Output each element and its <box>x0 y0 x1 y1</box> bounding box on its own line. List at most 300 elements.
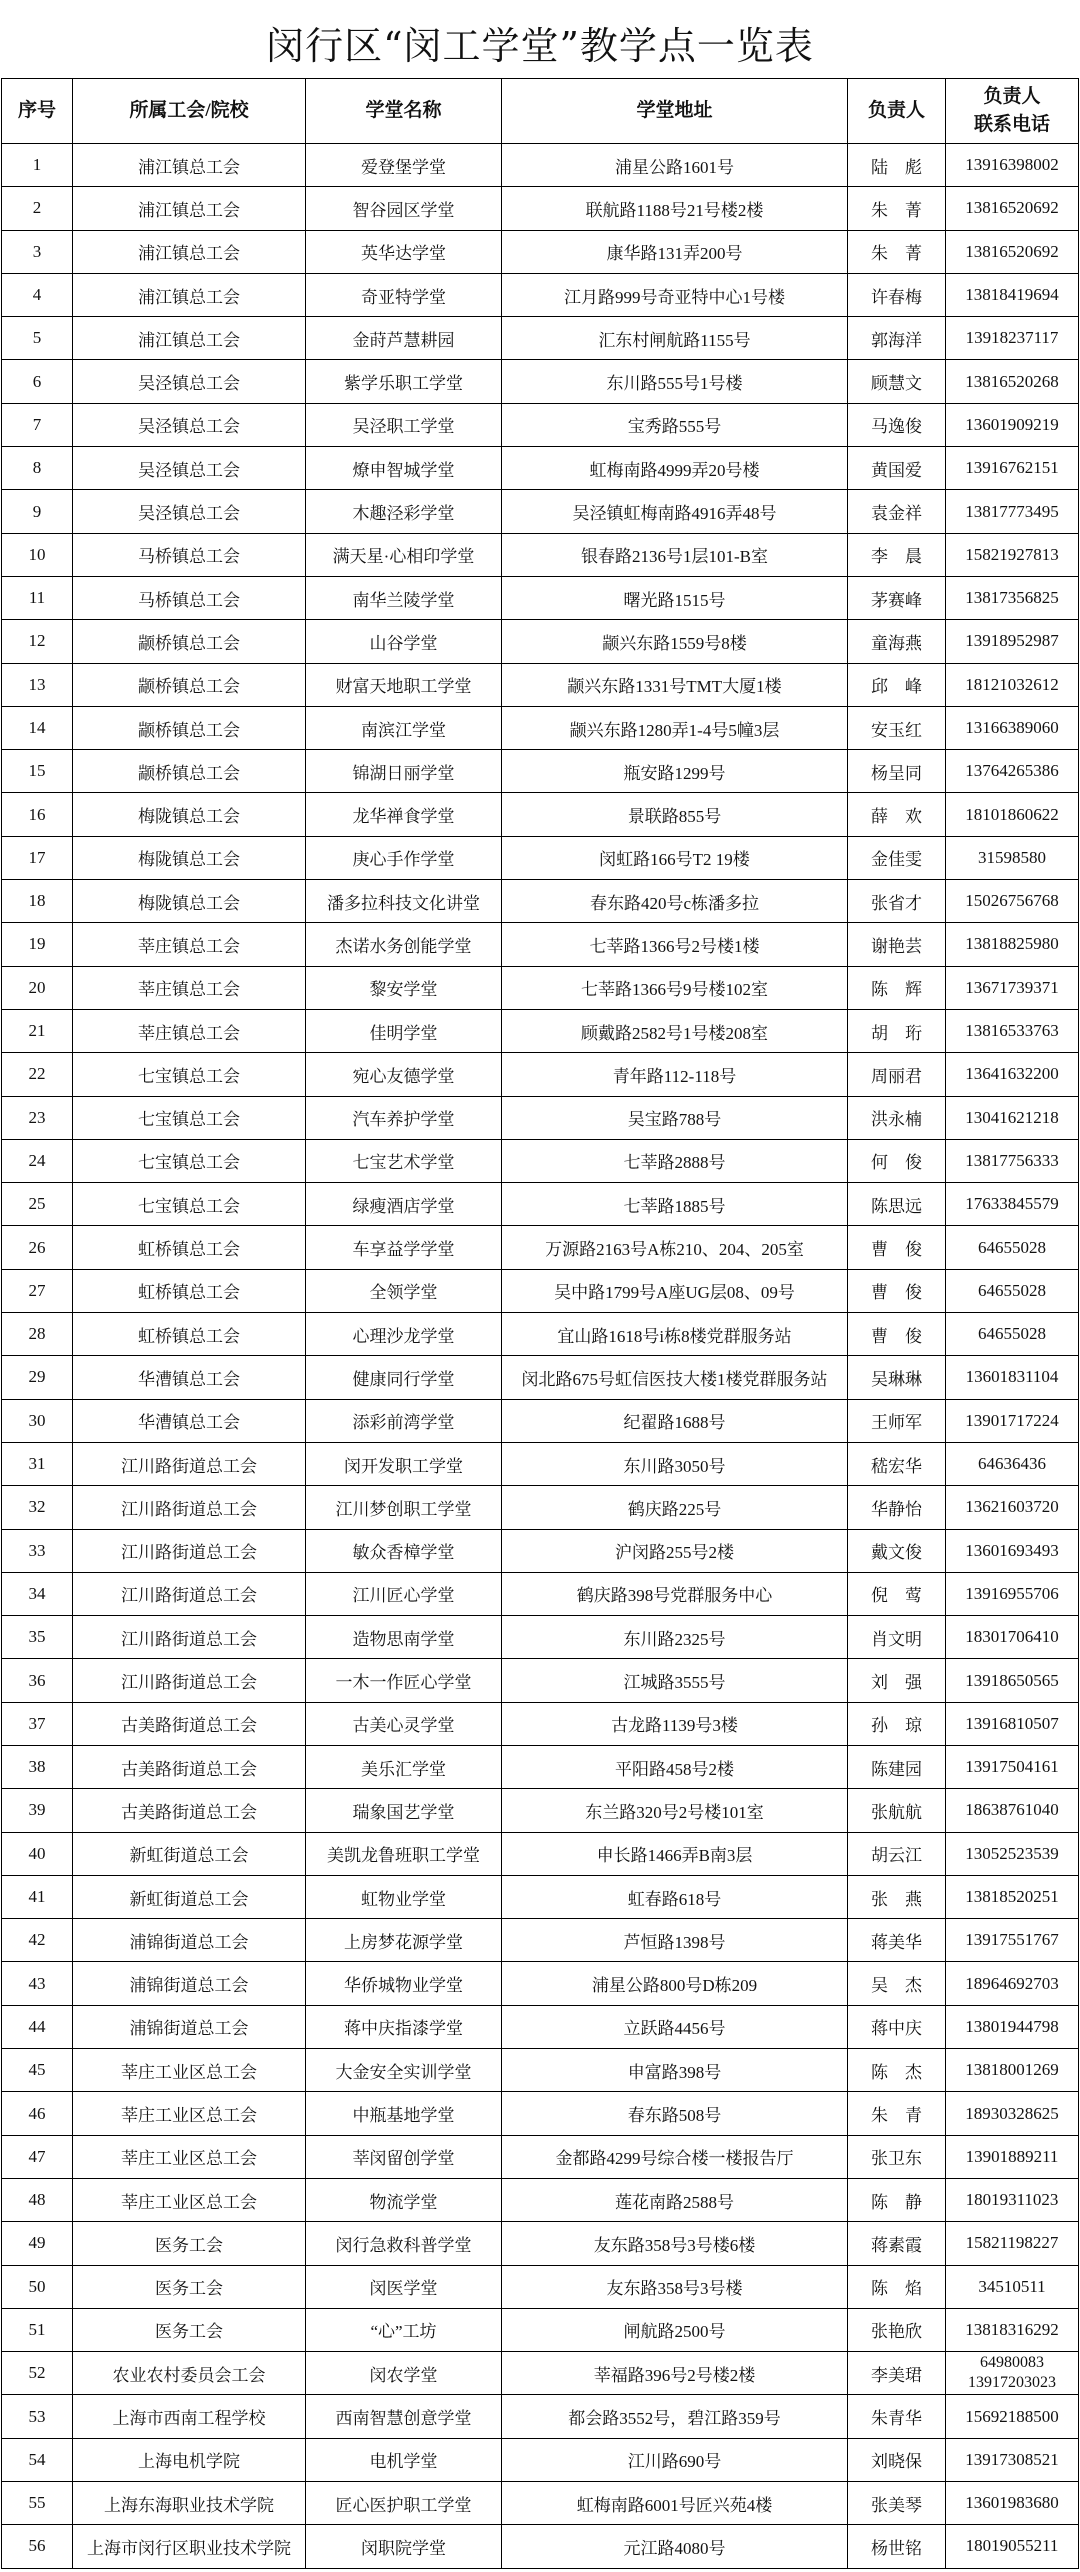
cell-contact-person: 曹 俊 <box>848 1313 946 1356</box>
cell-index: 40 <box>2 1833 73 1876</box>
table-row <box>2 1746 1079 1789</box>
cell-school-name: 闵农学堂 <box>306 2352 502 2395</box>
cell-contact-phone <box>946 2352 1079 2395</box>
cell-contact-person: 蒋素霞 <box>848 2222 946 2265</box>
cell-address: 七莘路1366号2号楼1楼 <box>502 923 848 966</box>
cell-school-name: 车享益学学堂 <box>306 1226 502 1269</box>
cell-contact-person: 黄国爱 <box>848 447 946 490</box>
cell-address: 虹梅南路4999弄20号楼 <box>502 447 848 490</box>
cell-school-name: 敏众香樟学堂 <box>306 1530 502 1573</box>
cell-address: 东川路555号1号楼 <box>502 360 848 403</box>
cell-address: 元江路4080号 <box>502 2525 848 2568</box>
cell-contact-person: 周丽君 <box>848 1053 946 1096</box>
table-row <box>2 231 1079 274</box>
cell-address: 莲花南路2588号 <box>502 2179 848 2222</box>
header-school-name: 学堂名称 <box>306 79 502 144</box>
cell-union: 吴泾镇总工会 <box>73 360 306 403</box>
cell-address: 青年路112-118号 <box>502 1053 848 1096</box>
cell-contact-phone: 18930328625 <box>946 2092 1079 2135</box>
cell-school-name: 闵职院学堂 <box>306 2525 502 2568</box>
cell-address: 平阳路458号2楼 <box>502 1746 848 1789</box>
table-row <box>2 837 1079 880</box>
header-contact-phone <box>946 79 1079 144</box>
cell-contact-phone: 13901889211 <box>946 2136 1079 2179</box>
cell-index: 11 <box>2 577 73 620</box>
cell-school-name: 汽车养护学堂 <box>306 1097 502 1140</box>
cell-contact-person: 马逸俊 <box>848 404 946 447</box>
cell-contact-person: 李美珺 <box>848 2352 946 2395</box>
cell-address: 芦恒路1398号 <box>502 1919 848 1962</box>
cell-contact-phone: 17633845579 <box>946 1183 1079 1226</box>
cell-union: 浦锦街道总工会 <box>73 1962 306 2005</box>
cell-contact-person: 袁金祥 <box>848 490 946 533</box>
cell-school-name: 金莳芦慧耕园 <box>306 317 502 360</box>
cell-address: 古龙路1139号3楼 <box>502 1703 848 1746</box>
cell-index: 4 <box>2 274 73 317</box>
cell-contact-phone: 13041621218 <box>946 1097 1079 1140</box>
cell-address: 申富路398号 <box>502 2049 848 2092</box>
cell-index: 43 <box>2 1962 73 2005</box>
cell-address: 万源路2163号A栋210、204、205室 <box>502 1226 848 1269</box>
table-row <box>2 1573 1079 1616</box>
cell-school-name: 智谷园区学堂 <box>306 187 502 230</box>
header-contact-person: 负责人 <box>848 79 946 144</box>
cell-union: 医务工会 <box>73 2266 306 2309</box>
cell-index: 9 <box>2 490 73 533</box>
cell-address: 友东路358号3号楼6楼 <box>502 2222 848 2265</box>
cell-index: 25 <box>2 1183 73 1226</box>
cell-union: 浦锦街道总工会 <box>73 2006 306 2049</box>
cell-school-name: 匠心医护职工学堂 <box>306 2482 502 2525</box>
cell-school-name: 上房梦花源学堂 <box>306 1919 502 1962</box>
cell-index: 31 <box>2 1443 73 1486</box>
cell-address: 鹤庆路225号 <box>502 1486 848 1529</box>
cell-contact-phone: 13818419694 <box>946 274 1079 317</box>
cell-contact-person: 蒋中庆 <box>848 2006 946 2049</box>
cell-contact-person: 杨世铭 <box>848 2525 946 2568</box>
cell-school-name: 闵开发职工学堂 <box>306 1443 502 1486</box>
cell-index: 26 <box>2 1226 73 1269</box>
cell-address: 江川路690号 <box>502 2439 848 2482</box>
cell-school-name: 山谷学堂 <box>306 620 502 663</box>
cell-school-name: 英华达学堂 <box>306 231 502 274</box>
table-row <box>2 2482 1079 2525</box>
table-row <box>2 1530 1079 1573</box>
cell-index: 36 <box>2 1659 73 1702</box>
table-row <box>2 187 1079 230</box>
cell-contact-person: 陈思远 <box>848 1183 946 1226</box>
cell-index: 56 <box>2 2525 73 2568</box>
cell-index: 33 <box>2 1530 73 1573</box>
cell-contact-phone: 64655028 <box>946 1226 1079 1269</box>
cell-address: 瓶安路1299号 <box>502 750 848 793</box>
cell-index: 53 <box>2 2395 73 2438</box>
table-row <box>2 880 1079 923</box>
cell-school-name: 宛心友德学堂 <box>306 1053 502 1096</box>
cell-address: 浦星公路800号D栋209 <box>502 1962 848 2005</box>
cell-index: 6 <box>2 360 73 403</box>
cell-contact-person: 胡云江 <box>848 1833 946 1876</box>
cell-contact-person: 郭海洋 <box>848 317 946 360</box>
cell-address: 闵北路675号虹信医技大楼1楼党群服务站 <box>502 1356 848 1399</box>
table-row <box>2 1400 1079 1443</box>
table-row <box>2 2179 1079 2222</box>
cell-contact-phone: 15821927813 <box>946 534 1079 577</box>
cell-index: 27 <box>2 1270 73 1313</box>
cell-school-name: 华侨城物业学堂 <box>306 1962 502 2005</box>
cell-address: 七莘路1366号9号楼102室 <box>502 967 848 1010</box>
cell-index: 17 <box>2 837 73 880</box>
cell-index: 48 <box>2 2179 73 2222</box>
cell-index: 22 <box>2 1053 73 1096</box>
cell-index: 28 <box>2 1313 73 1356</box>
cell-school-name: 庚心手作学堂 <box>306 837 502 880</box>
cell-union: 马桥镇总工会 <box>73 577 306 620</box>
cell-index: 47 <box>2 2136 73 2179</box>
cell-school-name: 造物思南学堂 <box>306 1616 502 1659</box>
cell-contact-phone: 13801944798 <box>946 2006 1079 2049</box>
cell-contact-phone: 13916762151 <box>946 447 1079 490</box>
cell-contact-person: 安玉红 <box>848 707 946 750</box>
cell-index: 18 <box>2 880 73 923</box>
cell-school-name: 古美心灵学堂 <box>306 1703 502 1746</box>
cell-address: 景联路855号 <box>502 793 848 836</box>
cell-union: 莘庄镇总工会 <box>73 923 306 966</box>
cell-contact-person: 朱 菁 <box>848 187 946 230</box>
cell-index: 14 <box>2 707 73 750</box>
table-row <box>2 274 1079 317</box>
cell-contact-person: 陆 彪 <box>848 144 946 187</box>
cell-contact-person: 朱 青 <box>848 2092 946 2135</box>
cell-contact-phone: 13916398002 <box>946 144 1079 187</box>
header-address: 学堂地址 <box>502 79 848 144</box>
cell-address: 颛兴东路1280弄1-4号5幢3层 <box>502 707 848 750</box>
cell-union: 古美路街道总工会 <box>73 1703 306 1746</box>
cell-union: 颛桥镇总工会 <box>73 664 306 707</box>
cell-contact-person: 童海燕 <box>848 620 946 663</box>
table-header-row <box>2 79 1079 144</box>
cell-union: 江川路街道总工会 <box>73 1616 306 1659</box>
table-row <box>2 360 1079 403</box>
table-row <box>2 707 1079 750</box>
cell-index: 51 <box>2 2309 73 2352</box>
cell-index: 21 <box>2 1010 73 1053</box>
cell-union: 华漕镇总工会 <box>73 1400 306 1443</box>
cell-union: 莘庄工业区总工会 <box>73 2136 306 2179</box>
table-row <box>2 2006 1079 2049</box>
cell-address: 立跃路4456号 <box>502 2006 848 2049</box>
cell-contact-phone: 13764265386 <box>946 750 1079 793</box>
table-row <box>2 1140 1079 1183</box>
cell-contact-phone: 13621603720 <box>946 1486 1079 1529</box>
cell-address: 宜山路1618号i栋8楼党群服务站 <box>502 1313 848 1356</box>
cell-contact-person: 李 晨 <box>848 534 946 577</box>
header-index: 序号 <box>2 79 73 144</box>
cell-school-name: 一木一作匠心学堂 <box>306 1659 502 1702</box>
cell-index: 42 <box>2 1919 73 1962</box>
cell-contact-phone: 13818520251 <box>946 1876 1079 1919</box>
cell-contact-phone: 13166389060 <box>946 707 1079 750</box>
cell-union: 吴泾镇总工会 <box>73 490 306 533</box>
cell-school-name: 江川匠心学堂 <box>306 1573 502 1616</box>
cell-contact-phone: 13918952987 <box>946 620 1079 663</box>
table-row <box>2 1097 1079 1140</box>
cell-union: 江川路街道总工会 <box>73 1573 306 1616</box>
cell-contact-phone: 13917551767 <box>946 1919 1079 1962</box>
cell-union: 莘庄工业区总工会 <box>73 2092 306 2135</box>
cell-union: 江川路街道总工会 <box>73 1659 306 1702</box>
cell-contact-phone: 15821198227 <box>946 2222 1079 2265</box>
cell-contact-person: 陈建园 <box>848 1746 946 1789</box>
cell-contact-phone: 18964692703 <box>946 1962 1079 2005</box>
table-row <box>2 2266 1079 2309</box>
cell-union: 七宝镇总工会 <box>73 1053 306 1096</box>
cell-address: 东川路2325号 <box>502 1616 848 1659</box>
table-row <box>2 1703 1079 1746</box>
cell-address: 春东路508号 <box>502 2092 848 2135</box>
cell-contact-phone: 13818316292 <box>946 2309 1079 2352</box>
cell-index: 52 <box>2 2352 73 2395</box>
cell-index: 37 <box>2 1703 73 1746</box>
cell-union: 浦江镇总工会 <box>73 231 306 274</box>
cell-address: 莘福路396号2号楼2楼 <box>502 2352 848 2395</box>
cell-school-name: 添彩前湾学堂 <box>306 1400 502 1443</box>
cell-index: 13 <box>2 664 73 707</box>
cell-school-name: 中瓶基地学堂 <box>306 2092 502 2135</box>
cell-contact-phone: 13601831104 <box>946 1356 1079 1399</box>
cell-contact-person: 洪永楠 <box>848 1097 946 1140</box>
table-row <box>2 2136 1079 2179</box>
cell-union: 医务工会 <box>73 2222 306 2265</box>
cell-union: 浦锦街道总工会 <box>73 1919 306 1962</box>
cell-contact-person: 吴琳琳 <box>848 1356 946 1399</box>
cell-contact-person: 谢艳芸 <box>848 923 946 966</box>
cell-index: 12 <box>2 620 73 663</box>
cell-school-name: 南华兰陵学堂 <box>306 577 502 620</box>
table-row <box>2 1053 1079 1096</box>
cell-index: 41 <box>2 1876 73 1919</box>
cell-address: 春东路420号c栋潘多拉 <box>502 880 848 923</box>
cell-index: 30 <box>2 1400 73 1443</box>
cell-school-name: 杰诺水务创能学堂 <box>306 923 502 966</box>
table-row <box>2 404 1079 447</box>
cell-union: 江川路街道总工会 <box>73 1443 306 1486</box>
cell-contact-phone: 13916810507 <box>946 1703 1079 1746</box>
table-row <box>2 1270 1079 1313</box>
cell-union: 华漕镇总工会 <box>73 1356 306 1399</box>
cell-school-name: 潘多拉科技文化讲堂 <box>306 880 502 923</box>
table-row <box>2 2049 1079 2092</box>
cell-union: 新虹街道总工会 <box>73 1876 306 1919</box>
cell-address: 东川路3050号 <box>502 1443 848 1486</box>
cell-contact-person: 张航航 <box>848 1789 946 1832</box>
cell-union: 农业农村委员会工会 <box>73 2352 306 2395</box>
page-title: 闵行区“闵工学堂”教学点一览表 <box>266 23 814 68</box>
table-row <box>2 2439 1079 2482</box>
cell-union: 上海电机学院 <box>73 2439 306 2482</box>
cell-contact-person: 刘晓保 <box>848 2439 946 2482</box>
table-row <box>2 2092 1079 2135</box>
cell-index: 8 <box>2 447 73 490</box>
cell-contact-person: 茅赛峰 <box>848 577 946 620</box>
cell-index: 49 <box>2 2222 73 2265</box>
cell-union: 莘庄工业区总工会 <box>73 2179 306 2222</box>
cell-contact-person: 肖文明 <box>848 1616 946 1659</box>
cell-index: 38 <box>2 1746 73 1789</box>
cell-index: 23 <box>2 1097 73 1140</box>
cell-contact-phone: 13817756333 <box>946 1140 1079 1183</box>
cell-contact-phone: 18019311023 <box>946 2179 1079 2222</box>
cell-contact-phone: 13817356825 <box>946 577 1079 620</box>
table-row <box>2 2352 1079 2395</box>
cell-index: 39 <box>2 1789 73 1832</box>
table-row <box>2 1226 1079 1269</box>
cell-address: 江城路3555号 <box>502 1659 848 1702</box>
table-row <box>2 1443 1079 1486</box>
table-row <box>2 2222 1079 2265</box>
cell-contact-person: 陈 焰 <box>848 2266 946 2309</box>
cell-index: 19 <box>2 923 73 966</box>
cell-index: 50 <box>2 2266 73 2309</box>
cell-index: 5 <box>2 317 73 360</box>
table-row <box>2 2395 1079 2438</box>
cell-address: 颛兴东路1559号8楼 <box>502 620 848 663</box>
cell-contact-phone: 13817773495 <box>946 490 1079 533</box>
teaching-points-table <box>1 78 1079 2569</box>
table-body <box>2 144 1079 2569</box>
cell-school-name: 全领学堂 <box>306 1270 502 1313</box>
cell-contact-person: 许春梅 <box>848 274 946 317</box>
cell-school-name: 燎申智城学堂 <box>306 447 502 490</box>
cell-address: 纪翟路1688号 <box>502 1400 848 1443</box>
cell-address: 江月路999号奇亚特中心1号楼 <box>502 274 848 317</box>
cell-contact-phone: 18101860622 <box>946 793 1079 836</box>
cell-contact-person: 陈 静 <box>848 2179 946 2222</box>
cell-union: 颛桥镇总工会 <box>73 707 306 750</box>
cell-contact-phone: 18019055211 <box>946 2525 1079 2568</box>
cell-address: 沪闵路255号2楼 <box>502 1530 848 1573</box>
table-row <box>2 967 1079 1010</box>
cell-school-name: 虹物业学堂 <box>306 1876 502 1919</box>
cell-address: 虹春路618号 <box>502 1876 848 1919</box>
cell-contact-person: 张 燕 <box>848 1876 946 1919</box>
table-row <box>2 793 1079 836</box>
cell-contact-person: 金佳雯 <box>848 837 946 880</box>
cell-school-name: 美凯龙鲁班职工学堂 <box>306 1833 502 1876</box>
cell-contact-person: 孙 琼 <box>848 1703 946 1746</box>
cell-union: 梅陇镇总工会 <box>73 837 306 880</box>
cell-contact-phone: 15692188500 <box>946 2395 1079 2438</box>
cell-union: 古美路街道总工会 <box>73 1789 306 1832</box>
cell-school-name: 蒋中庆指漆学堂 <box>306 2006 502 2049</box>
cell-union: 莘庄镇总工会 <box>73 1010 306 1053</box>
cell-union: 上海市闵行区职业技术学院 <box>73 2525 306 2568</box>
cell-index: 34 <box>2 1573 73 1616</box>
cell-contact-person: 王师军 <box>848 1400 946 1443</box>
cell-contact-person: 邱 峰 <box>848 664 946 707</box>
cell-contact-phone: 18121032612 <box>946 664 1079 707</box>
table-row <box>2 1876 1079 1919</box>
cell-index: 55 <box>2 2482 73 2525</box>
cell-contact-phone: 18638761040 <box>946 1789 1079 1832</box>
cell-contact-phone: 31598580 <box>946 837 1079 880</box>
cell-union: 江川路街道总工会 <box>73 1530 306 1573</box>
cell-address: 银春路2136号1层101-B室 <box>502 534 848 577</box>
cell-contact-person: 曹 俊 <box>848 1226 946 1269</box>
cell-school-name: 瑞象国艺学堂 <box>306 1789 502 1832</box>
cell-contact-phone: 13641632200 <box>946 1053 1079 1096</box>
cell-index: 3 <box>2 231 73 274</box>
table-row <box>2 1962 1079 2005</box>
cell-school-name: 心理沙龙学堂 <box>306 1313 502 1356</box>
cell-contact-phone: 13918650565 <box>946 1659 1079 1702</box>
cell-union: 上海市西南工程学校 <box>73 2395 306 2438</box>
cell-contact-person: 吴 杰 <box>848 1962 946 2005</box>
cell-contact-person: 蒋美华 <box>848 1919 946 1962</box>
cell-union: 浦江镇总工会 <box>73 317 306 360</box>
cell-contact-person: 顾慧文 <box>848 360 946 403</box>
cell-union: 虹桥镇总工会 <box>73 1226 306 1269</box>
cell-school-name: 闵行急救科普学堂 <box>306 2222 502 2265</box>
cell-index: 35 <box>2 1616 73 1659</box>
cell-address: 吴中路1799号A座UG层08、09号 <box>502 1270 848 1313</box>
cell-index: 16 <box>2 793 73 836</box>
cell-union: 浦江镇总工会 <box>73 187 306 230</box>
cell-school-name: 美乐汇学堂 <box>306 1746 502 1789</box>
cell-address: 康华路131弄200号 <box>502 231 848 274</box>
header-union: 所属工会/院校 <box>73 79 306 144</box>
cell-union: 七宝镇总工会 <box>73 1140 306 1183</box>
cell-union: 莘庄工业区总工会 <box>73 2049 306 2092</box>
cell-school-name: 莘闵留创学堂 <box>306 2136 502 2179</box>
cell-index: 10 <box>2 534 73 577</box>
table-row <box>2 490 1079 533</box>
cell-contact-person: 薛 欢 <box>848 793 946 836</box>
cell-contact-person: 朱青华 <box>848 2395 946 2438</box>
cell-contact-phone: 13816520268 <box>946 360 1079 403</box>
cell-contact-person: 张艳欣 <box>848 2309 946 2352</box>
cell-index: 29 <box>2 1356 73 1399</box>
cell-contact-phone: 13601909219 <box>946 404 1079 447</box>
cell-school-name: 奇亚特学堂 <box>306 274 502 317</box>
cell-contact-phone: 18301706410 <box>946 1616 1079 1659</box>
cell-address: 宝秀路555号 <box>502 404 848 447</box>
cell-contact-person: 陈 杰 <box>848 2049 946 2092</box>
cell-address: 浦星公路1601号 <box>502 144 848 187</box>
cell-index: 45 <box>2 2049 73 2092</box>
cell-contact-person: 倪 莺 <box>848 1573 946 1616</box>
cell-contact-person: 张美琴 <box>848 2482 946 2525</box>
table-row <box>2 1313 1079 1356</box>
cell-index: 15 <box>2 750 73 793</box>
cell-contact-person: 华静怡 <box>848 1486 946 1529</box>
cell-contact-person: 朱 菁 <box>848 231 946 274</box>
table-row <box>2 1919 1079 1962</box>
table-row <box>2 144 1079 187</box>
cell-school-name: 大金安全实训学堂 <box>306 2049 502 2092</box>
cell-union: 虹桥镇总工会 <box>73 1270 306 1313</box>
cell-union: 颛桥镇总工会 <box>73 750 306 793</box>
cell-union: 颛桥镇总工会 <box>73 620 306 663</box>
cell-contact-phone: 13818825980 <box>946 923 1079 966</box>
table-row <box>2 1616 1079 1659</box>
header-contact-phone-line: 负责人 <box>983 86 1041 107</box>
cell-index: 44 <box>2 2006 73 2049</box>
cell-union: 虹桥镇总工会 <box>73 1313 306 1356</box>
cell-contact-phone: 34510511 <box>946 2266 1079 2309</box>
cell-school-name: 龙华禅食学堂 <box>306 793 502 836</box>
cell-union: 七宝镇总工会 <box>73 1097 306 1140</box>
